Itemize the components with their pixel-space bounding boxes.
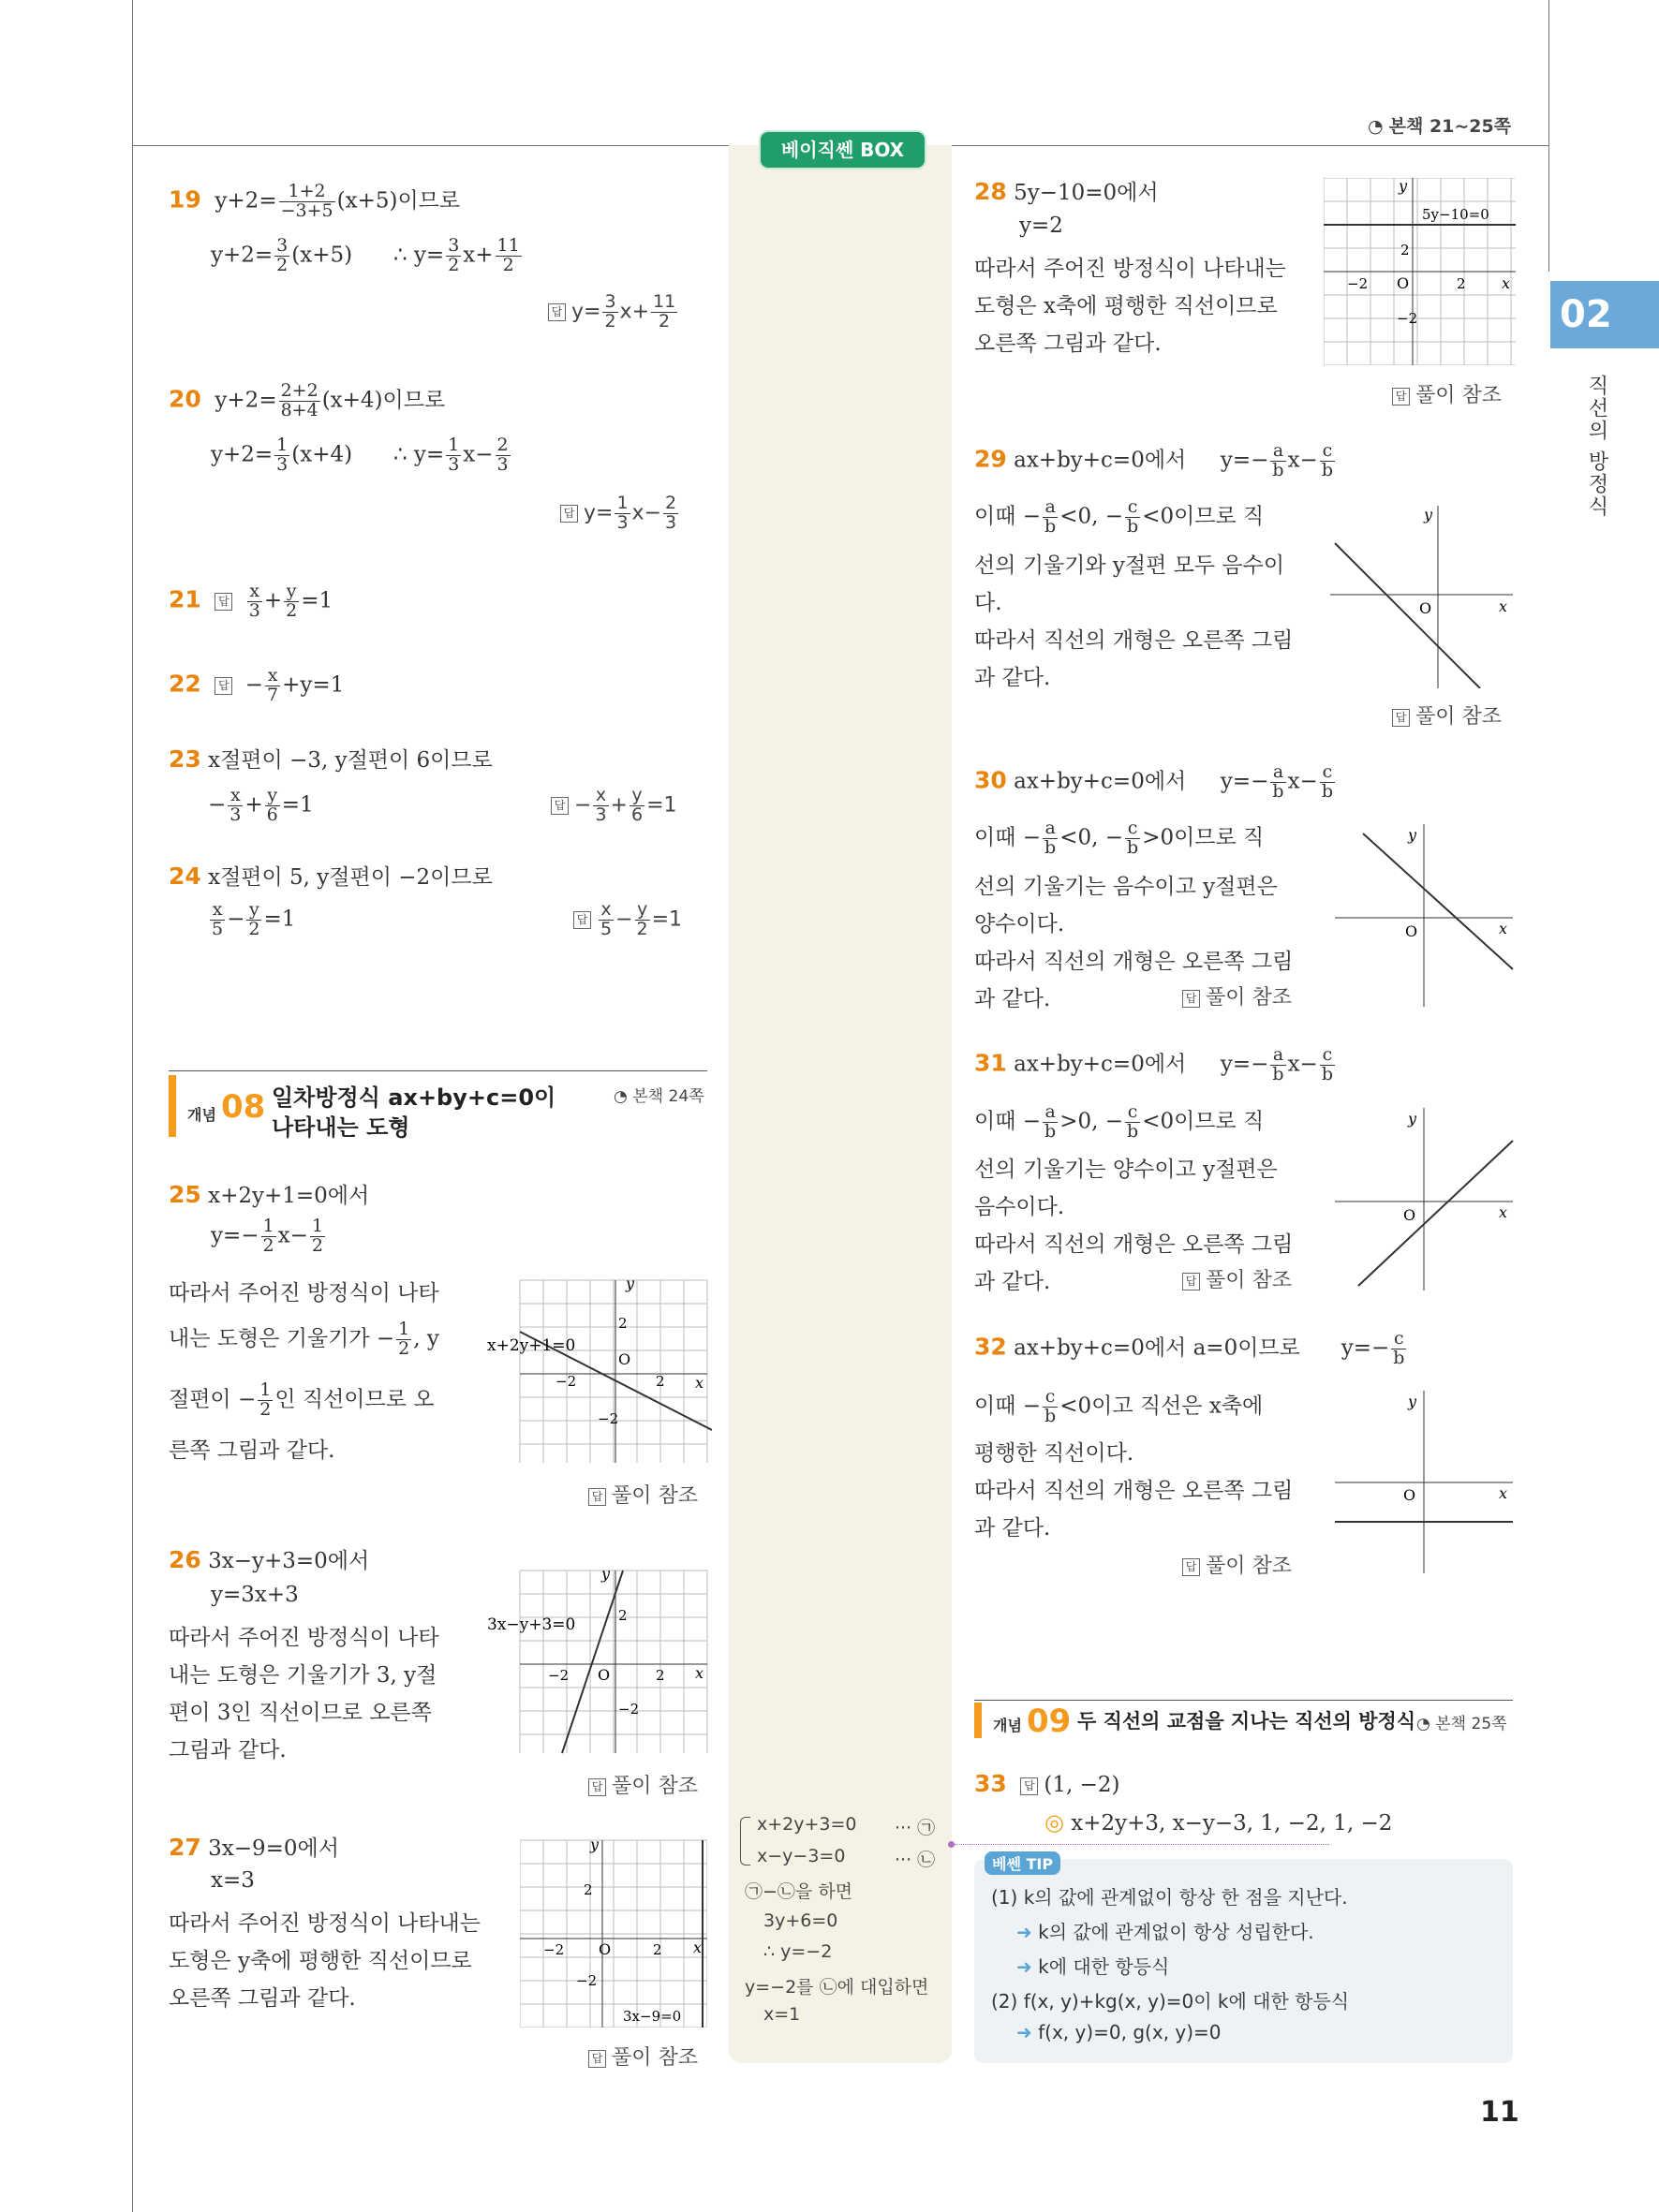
problem-25-line5: 절편이 − $\frac{1}{2}$ 인 직선이므로 오 xyxy=(169,1379,435,1420)
problem-31-see-solution: 답 풀이 참조 xyxy=(1182,1264,1292,1293)
problem-21: 21 답 $\frac{x}{3}$ + $\frac{y}{2}$ =1 xyxy=(169,581,333,621)
problem-28-line1: 28 5y−10=0에서 xyxy=(974,178,1159,205)
problem-31-line2: 이때 − $\frac{a}{b}$ >0, − $\frac{c}{b}$ <0이므로 직 xyxy=(974,1101,1265,1142)
problem-30-line4: 양수이다. xyxy=(974,912,1065,936)
problem-30-line1: 30 ax+by+c=0에서 y=− $\frac{a}{b}$ x− $\frac{c}{b}$ xyxy=(974,761,1333,802)
box-step3: ∴ y=−2 xyxy=(763,1941,833,1962)
problem-32-graph xyxy=(1330,1386,1518,1573)
arrow-right-icon: ➜ xyxy=(1016,2021,1032,2043)
svg-text:2: 2 xyxy=(584,1881,593,1898)
svg-text:y: y xyxy=(1408,1110,1417,1128)
problem-26-line4: 내는 도형은 기울기가 3, y절 xyxy=(169,1663,437,1688)
tip-line4: (2) f(x, y)+kg(x, y)=0이 k에 대한 항등식 xyxy=(991,1990,1350,2013)
problem-26-line3: 따라서 주어진 방정식이 나타 xyxy=(169,1626,439,1650)
problem-23-answer: 답 − $\frac{x}{3}$ + $\frac{y}{6}$ =1 xyxy=(551,787,677,825)
svg-text:2: 2 xyxy=(1400,242,1410,258)
problem-30-line2: 이때 − $\frac{a}{b}$ <0, − $\frac{c}{b}$ >0이므로 직 xyxy=(974,818,1265,858)
problem-31-line4: 음수이다. xyxy=(974,1195,1065,1219)
svg-text:−2: −2 xyxy=(548,1667,570,1684)
problem-29-line4: 다. xyxy=(974,591,1002,615)
concept-08-rule xyxy=(169,1070,707,1071)
problem-29-line1: 29 ax+by+c=0에서 y=− $\frac{a}{b}$ x− $\frac{c}{b}$ xyxy=(974,440,1333,480)
problem-19-line1: 19 y+2= $\frac{1+2}{-3+5}$ (x+5)이므로 xyxy=(169,181,461,221)
left-margin-line xyxy=(132,0,133,2212)
svg-text:2: 2 xyxy=(618,1315,628,1332)
svg-text:−2: −2 xyxy=(1347,275,1369,292)
tip-badge: 베쎈 TIP xyxy=(985,1851,1060,1875)
problem-25-line6: 른쪽 그림과 같다. xyxy=(169,1438,335,1463)
chapter-tab: 02 xyxy=(1550,281,1659,348)
problem-25-line4: 내는 도형은 기울기가 − $\frac{1}{2}$ , y xyxy=(169,1319,439,1359)
problem-25-line3: 따라서 주어진 방정식이 나타 xyxy=(169,1281,439,1305)
svg-text:O: O xyxy=(1403,1206,1416,1224)
concept-09-rule xyxy=(974,1700,1513,1701)
problem-20-line1: 20 y+2= $\frac{2+2}{8+4}$ (x+4)이므로 xyxy=(169,380,446,420)
svg-text:O: O xyxy=(1403,1486,1416,1504)
problem-28-see-solution: 답 풀이 참조 xyxy=(1392,379,1502,408)
problem-30-see-solution: 답 풀이 참조 xyxy=(1182,981,1292,1010)
problem-19-line2: y+2= $\frac{3}{2}$ (x+5) ∴ y= $\frac{3}{2}$ x+ $\frac{11}{2}$ xyxy=(211,235,520,275)
box-step2: 3y+6=0 xyxy=(763,1910,838,1931)
svg-text:x: x xyxy=(1499,1484,1508,1502)
problem-28-line3: 따라서 주어진 방정식이 나타내는 xyxy=(974,257,1286,281)
problem-27-line3: 따라서 주어진 방정식이 나타내는 xyxy=(169,1911,481,1936)
problem-27-line5: 오른쪽 그림과 같다. xyxy=(169,1986,356,2011)
box-eq1-mark: ··· ㉠ xyxy=(895,1818,936,1838)
problem-24-line1: 24 x절편이 5, y절편이 −2이므로 xyxy=(169,863,493,890)
svg-text:2: 2 xyxy=(1457,275,1466,292)
problem-31-line3: 선의 기울기는 양수이고 y절편은 xyxy=(974,1158,1278,1182)
problem-28-line4: 도형은 x축에 평행한 직선이므로 xyxy=(974,294,1278,318)
svg-text:−2: −2 xyxy=(543,1941,565,1958)
box-eq2-mark: ··· ㉡ xyxy=(895,1850,936,1870)
svg-text:3x−9=0: 3x−9=0 xyxy=(623,2008,682,2025)
problem-27-see-solution: 답 풀이 참조 xyxy=(588,2042,698,2071)
tip-line2: ➜ k의 값에 관계없이 항상 성립한다. xyxy=(1016,1921,1314,1943)
box-step4: y=−2를 ㉡에 대입하면 xyxy=(745,1977,929,1998)
svg-text:x: x xyxy=(1502,274,1511,292)
problem-24-line2: $\frac{x}{5}$ − $\frac{y}{2}$ =1 xyxy=(212,899,296,939)
problem-27-line2: x=3 xyxy=(211,1868,255,1893)
problem-30-line6: 과 같다. xyxy=(974,987,1051,1011)
problem-31-line1: 31 ax+by+c=0에서 y=− $\frac{a}{b}$ x− $\frac{c}{b}$ xyxy=(974,1044,1333,1084)
problem-29-line5: 따라서 직선의 개형은 오른쪽 그림 xyxy=(974,628,1294,653)
arrow-right-icon: ➜ xyxy=(1016,1921,1032,1943)
svg-text:2: 2 xyxy=(653,1941,662,1958)
svg-text:5y−10=0: 5y−10=0 xyxy=(1422,206,1489,223)
svg-text:3x−y+3=0: 3x−y+3=0 xyxy=(487,1615,576,1634)
header-ref: ◔ 본책 21~25쪽 xyxy=(1368,116,1512,137)
basic-box-column xyxy=(729,145,952,2063)
box-eq2: x−y−3=0 xyxy=(757,1846,846,1866)
problem-32-line5: 과 같다. xyxy=(974,1516,1051,1541)
page-number: 11 xyxy=(1480,2096,1519,2129)
svg-text:−2: −2 xyxy=(1397,310,1418,327)
box-system-brace xyxy=(740,1817,750,1865)
problem-30-line5: 따라서 직선의 개형은 오른쪽 그림 xyxy=(974,950,1294,974)
tip-line5: ➜ f(x, y)=0, g(x, y)=0 xyxy=(1016,2021,1222,2043)
problem-25-line2: y=− $\frac{1}{2}$ x− $\frac{1}{2}$ xyxy=(211,1216,323,1256)
svg-text:O: O xyxy=(598,1666,611,1684)
problem-26-line2: y=3x+3 xyxy=(211,1583,299,1607)
y-axis-label: y xyxy=(626,1276,635,1292)
problem-26-line1: 26 3x−y+3=0에서 xyxy=(169,1546,370,1573)
concept-08-header: 개념 08 일차방정식 ax+by+c=0이 나타내는 도형 ◔ 본책 24쪽 xyxy=(169,1075,707,1141)
problem-27-line4: 도형은 y축에 평행한 직선이므로 xyxy=(169,1949,472,1973)
problem-27-line1: 27 3x−9=0에서 xyxy=(169,1834,339,1861)
svg-text:y: y xyxy=(590,1836,600,1853)
svg-text:2: 2 xyxy=(618,1607,628,1624)
problem-32-line1: 32 ax+by+c=0에서 a=0이므로 y=− $\frac{c}{b}$ xyxy=(974,1328,1405,1368)
svg-text:2: 2 xyxy=(656,1667,665,1684)
problem-32-see-solution: 답 풀이 참조 xyxy=(1182,1550,1292,1579)
svg-text:O: O xyxy=(1405,922,1418,940)
problem-23-line1: 23 x절편이 −3, y절편이 6이므로 xyxy=(169,745,493,773)
svg-text:O: O xyxy=(1419,599,1432,617)
graph-equation-label: x+2y+1=0 xyxy=(487,1336,576,1355)
svg-text:y: y xyxy=(1408,826,1417,844)
right-margin-line xyxy=(1548,0,1549,272)
arrow-right-icon: ➜ xyxy=(1016,1955,1032,1978)
problem-29-line6: 과 같다. xyxy=(974,666,1051,690)
problem-26-line6: 그림과 같다. xyxy=(169,1738,287,1762)
problem-22: 22 답 − $\frac{x}{7}$ +y=1 xyxy=(169,665,345,705)
connector-dot xyxy=(948,1841,955,1848)
problem-26-see-solution: 답 풀이 참조 xyxy=(588,1770,698,1799)
svg-text:−2: −2 xyxy=(576,1972,598,1989)
problem-25-line1: 25 x+2y+1=0에서 xyxy=(169,1181,370,1208)
problem-26-line5: 편이 3인 직선이므로 오른쪽 xyxy=(169,1701,432,1725)
target-icon: ◎ xyxy=(1044,1809,1064,1836)
problem-number: 19 xyxy=(169,185,201,214)
problem-31-graph xyxy=(1330,1103,1518,1290)
connector-dotted-line xyxy=(955,1844,1329,1845)
svg-text:O: O xyxy=(599,1940,612,1958)
problem-27-graph xyxy=(520,1836,707,2028)
fraction: $\frac{1+2}{-3+5}$ xyxy=(280,181,333,221)
svg-text:x: x xyxy=(693,1939,703,1956)
problem-25-see-solution: 답 풀이 참조 xyxy=(588,1480,698,1509)
svg-text:y: y xyxy=(1424,506,1433,524)
problem-32-line4: 따라서 직선의 개형은 오른쪽 그림 xyxy=(974,1479,1294,1503)
problem-26-graph xyxy=(487,1566,712,1758)
problem-28-line5: 오른쪽 그림과 같다. xyxy=(974,332,1162,356)
svg-text:x: x xyxy=(1499,1203,1508,1221)
problem-23-line2: − $\frac{x}{3}$ + $\frac{y}{6}$ =1 xyxy=(208,785,314,825)
problem-29-graph xyxy=(1330,501,1518,688)
svg-text:x: x xyxy=(1499,597,1508,615)
svg-text:y: y xyxy=(1399,178,1408,195)
problem-24-answer: 답 $\frac{x}{5}$ − $\frac{y}{2}$ =1 xyxy=(573,901,682,939)
problem-30-line3: 선의 기울기는 음수이고 y절편은 xyxy=(974,875,1278,899)
box-step1: ㉠−㉡을 하면 xyxy=(745,1881,853,1902)
svg-text:O: O xyxy=(1397,274,1410,292)
svg-text:y: y xyxy=(1408,1393,1417,1410)
svg-text:2: 2 xyxy=(656,1373,665,1390)
problem-29-line3: 선의 기울기와 y절편 모두 음수이 xyxy=(974,553,1285,578)
svg-text:−2: −2 xyxy=(598,1410,619,1427)
problem-29-line2: 이때 − $\frac{a}{b}$ <0, − $\frac{c}{b}$ <0이므로 직 xyxy=(974,496,1265,537)
problem-33-hint: ◎ x+2y+3, x−y−3, 1, −2, 1, −2 xyxy=(1044,1809,1393,1836)
box-eq1: x+2y+3=0 xyxy=(757,1814,857,1835)
origin-label: O xyxy=(618,1350,631,1368)
concept-09-header: 개념 09 두 직선의 교점을 지나는 직선의 방정식 ◔ 본책 25쪽 xyxy=(974,1703,1513,1744)
problem-30-graph xyxy=(1330,819,1518,1007)
tip-line1: (1) k의 값에 관계없이 항상 한 점을 지난다. xyxy=(991,1886,1348,1909)
basic-box-badge: 베이직쎈 BOX xyxy=(759,130,926,170)
problem-31-line6: 과 같다. xyxy=(974,1270,1051,1294)
problem-29-see-solution: 답 풀이 참조 xyxy=(1392,700,1502,730)
problem-20-answer: 답 y= $\frac{1}{3}$ x− $\frac{2}{3}$ xyxy=(560,494,680,533)
problem-28-line2: y=2 xyxy=(1019,214,1063,238)
problem-33-line1: 33 답 (1, −2) xyxy=(974,1770,1120,1797)
problem-25-graph xyxy=(487,1276,712,1467)
svg-text:−2: −2 xyxy=(618,1701,640,1718)
svg-text:x: x xyxy=(1499,920,1508,937)
box-step5: x=1 xyxy=(763,2004,801,2025)
problem-20-line2: y+2= $\frac{1}{3}$ (x+4) ∴ y= $\frac{1}{3}$ x− $\frac{2}{3}$ xyxy=(211,435,509,475)
x-axis-label: x xyxy=(695,1374,704,1392)
problem-19-answer: 답 y= $\frac{3}{2}$ x+ $\frac{11}{2}$ xyxy=(548,293,679,332)
problem-28-graph xyxy=(1324,178,1516,365)
svg-text:−2: −2 xyxy=(555,1373,577,1390)
problem-31-line5: 따라서 직선의 개형은 오른쪽 그림 xyxy=(974,1232,1294,1257)
svg-text:y: y xyxy=(601,1566,611,1583)
svg-text:x: x xyxy=(695,1664,704,1682)
problem-32-line2: 이때 − $\frac{c}{b}$ <0이고 직선은 x축에 xyxy=(974,1386,1264,1426)
tip-line3: ➜ k에 대한 항등식 xyxy=(1016,1955,1170,1978)
problem-32-line3: 평행한 직선이다. xyxy=(974,1441,1134,1466)
chapter-title: 직선의 방정식 xyxy=(1585,375,1608,518)
